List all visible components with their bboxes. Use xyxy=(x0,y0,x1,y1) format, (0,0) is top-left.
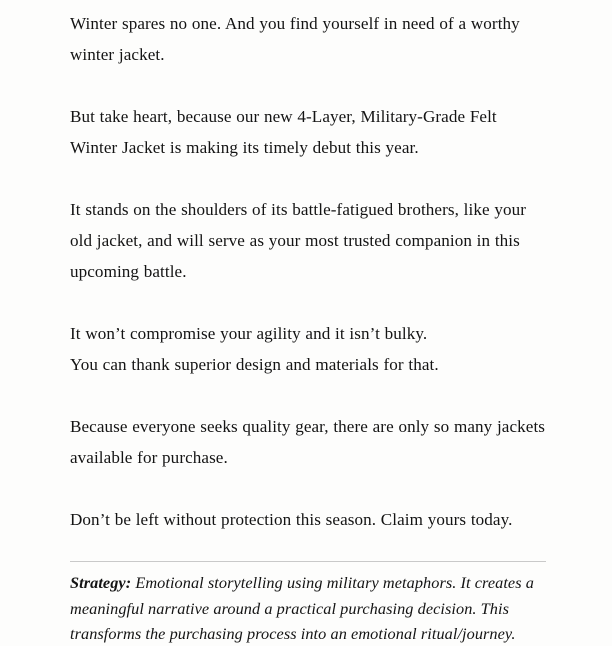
strategy-note-text: Emotional storytelling using military metaphors. It creates a meaningful narrative around a practical purchasing decision. This transforms the purchasing process into an emotional ritual/journey. xyxy=(70,573,534,643)
paragraph-agility xyxy=(70,318,546,380)
strategy-note xyxy=(70,541,546,646)
bottom-divider-rule xyxy=(70,561,546,562)
strategy-note-label: Strategy: xyxy=(70,573,132,593)
paragraph-agility-line-1: It won’t compromise your agility and it isn’t bulky. xyxy=(70,324,428,343)
marketing-copy-block xyxy=(70,0,546,535)
document-content-column xyxy=(70,0,546,646)
paragraph-call-to-action: Don’t be left without protection this season. Claim yours today. xyxy=(70,510,513,529)
paragraph-heritage: It stands on the shoulders of its battle-fatigued brothers, like your old jacket, and will serve as your most trusted companion in this upcoming battle. xyxy=(70,200,527,281)
paragraph-agility-line-2: You can thank superior design and materials for that. xyxy=(70,355,439,374)
paragraph-product-announcement: But take heart, because our new 4-Layer, Military-Grade Felt Winter Jacket is making its timely debut this year. xyxy=(70,107,497,157)
paragraph-intro: Winter spares no one. And you find yourself in need of a worthy winter jacket. xyxy=(70,14,520,64)
paragraph-scarcity: Because everyone seeks quality gear, there are only so many jackets available for purchase. xyxy=(70,417,546,467)
